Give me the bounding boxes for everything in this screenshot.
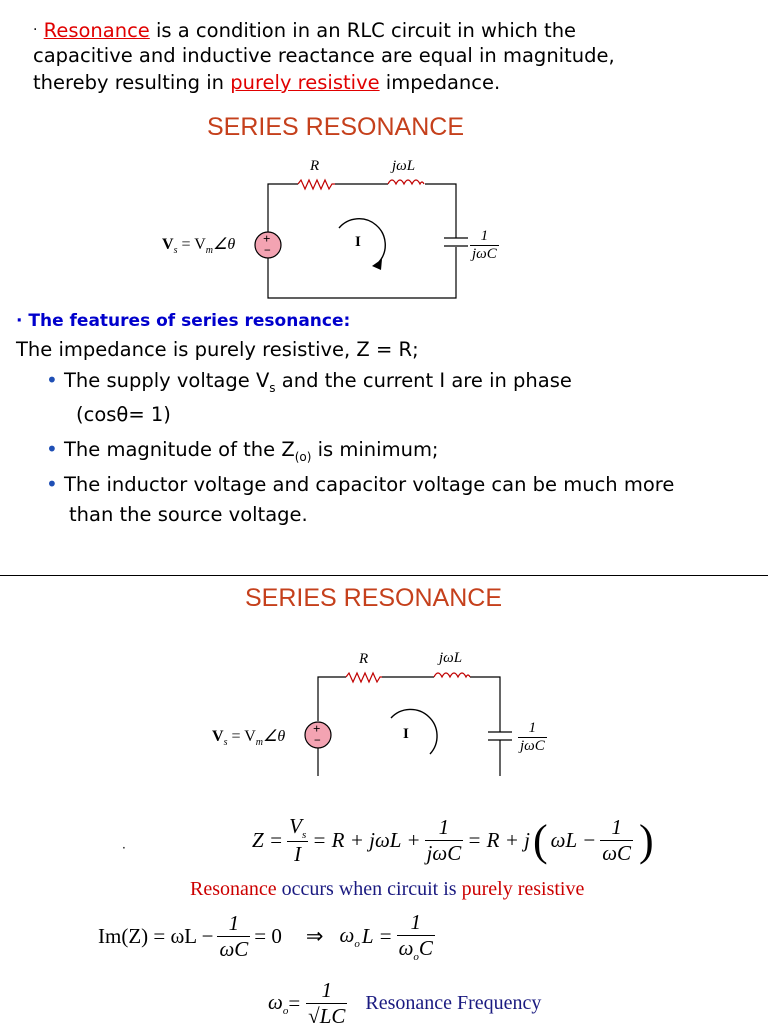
source-plus-1: + <box>263 231 271 246</box>
current-arrow-head <box>372 259 382 270</box>
wire-top-right <box>425 184 456 238</box>
wire-top-left <box>268 184 298 232</box>
r-label-2: R <box>359 651 369 667</box>
wire-top-right-2 <box>470 677 500 732</box>
current-label-2: I <box>403 726 409 742</box>
term-resonance: Resonance <box>43 19 150 42</box>
intro-text-3b: impedance. <box>379 71 501 94</box>
l-label-2: jωL <box>439 650 463 666</box>
intro-bullet: · <box>33 22 38 38</box>
slide-2 <box>0 575 768 1025</box>
resonance-statement: Resonance occurs when circuit is purely resistive <box>190 878 585 900</box>
term-purely-resistive: purely resistive <box>230 71 380 94</box>
l-label-1: jωL <box>392 158 416 174</box>
r-label-1: R <box>310 158 320 174</box>
inductor-symbol <box>388 180 424 184</box>
stray-dot: · <box>122 841 126 855</box>
wire-bottom <box>268 247 456 298</box>
feature-bullet-1-line2: (cosθ= 1) <box>76 403 171 426</box>
current-loop-arrow <box>339 219 385 262</box>
source-label-1: $V_s$ = $V_m\angle\theta$ <box>162 236 236 257</box>
imaginary-part-equation: Im(Z) = ωL − $\frac{1}{\omega C}$ = 0 ⇒ $\omega_o$ L = $\frac{1}{\omega_oC}$ <box>98 910 433 964</box>
c-label-1: 1 jωC <box>472 228 497 262</box>
source-minus-1: − <box>264 243 271 257</box>
feature-bullet-2: • The magnitude of the $Z_{(o)}$ is minimum; <box>46 437 439 464</box>
wire-bottom-2 <box>318 740 500 776</box>
circuit-diagram-1 <box>0 0 768 320</box>
bullet-dot-1: • <box>46 368 58 392</box>
bullet-dot-3: • <box>46 472 58 496</box>
feature-bullet-1: • The supply voltage $V_s$ and the current I are in phase <box>46 368 572 395</box>
feature-bullet-3-line2: than the source voltage. <box>69 503 308 526</box>
resonance-frequency-equation: $\omega_o$ = $\frac{1}{√LC}$ Resonance Frequency <box>268 978 541 1025</box>
resistor-symbol-2 <box>346 673 382 682</box>
feature-bullet-3: • The inductor voltage and capacitor voltage can be much more <box>46 472 675 496</box>
source-plus-2: + <box>313 721 321 736</box>
intro-text-3a: thereby resulting in <box>33 71 231 94</box>
impedance-equation: Z = $\frac{V_s}{I}$ = R + jωL + $\frac{1}{\text{jωC}}$ = R + j ( ωL − $\frac{1}{\omega C}$ ) <box>252 814 654 867</box>
slide1-title: SERIES RESONANCE <box>207 113 465 141</box>
capacitor-symbol <box>444 238 468 246</box>
inductor-symbol-2 <box>434 673 470 677</box>
impedance-line: The impedance is purely resistive, Z = R; <box>16 338 419 361</box>
wire-top-left-2 <box>318 677 346 721</box>
slide2-title: SERIES RESONANCE <box>245 584 503 612</box>
source-label-2: $V_s$ = $V_m\angle\theta$ <box>212 728 286 749</box>
intro-text-1: is a condition in an RLC circuit in which the <box>149 19 577 42</box>
current-label-1: I <box>355 234 361 250</box>
intro-line-2: capacitive and inductive reactance are equal in magnitude, <box>33 44 615 67</box>
resistor-symbol <box>298 180 335 189</box>
c-label-2: 1 jωC <box>520 720 545 754</box>
bullet-dot-2: • <box>46 437 58 461</box>
current-loop-arrow-2 <box>391 709 437 754</box>
source-minus-2: − <box>314 733 321 747</box>
circuit-diagram-2 <box>0 576 768 776</box>
features-heading: · The features of series resonance: <box>16 311 351 331</box>
capacitor-symbol-2 <box>488 732 512 740</box>
resonance-frequency-label: Resonance Frequency <box>365 992 542 1014</box>
